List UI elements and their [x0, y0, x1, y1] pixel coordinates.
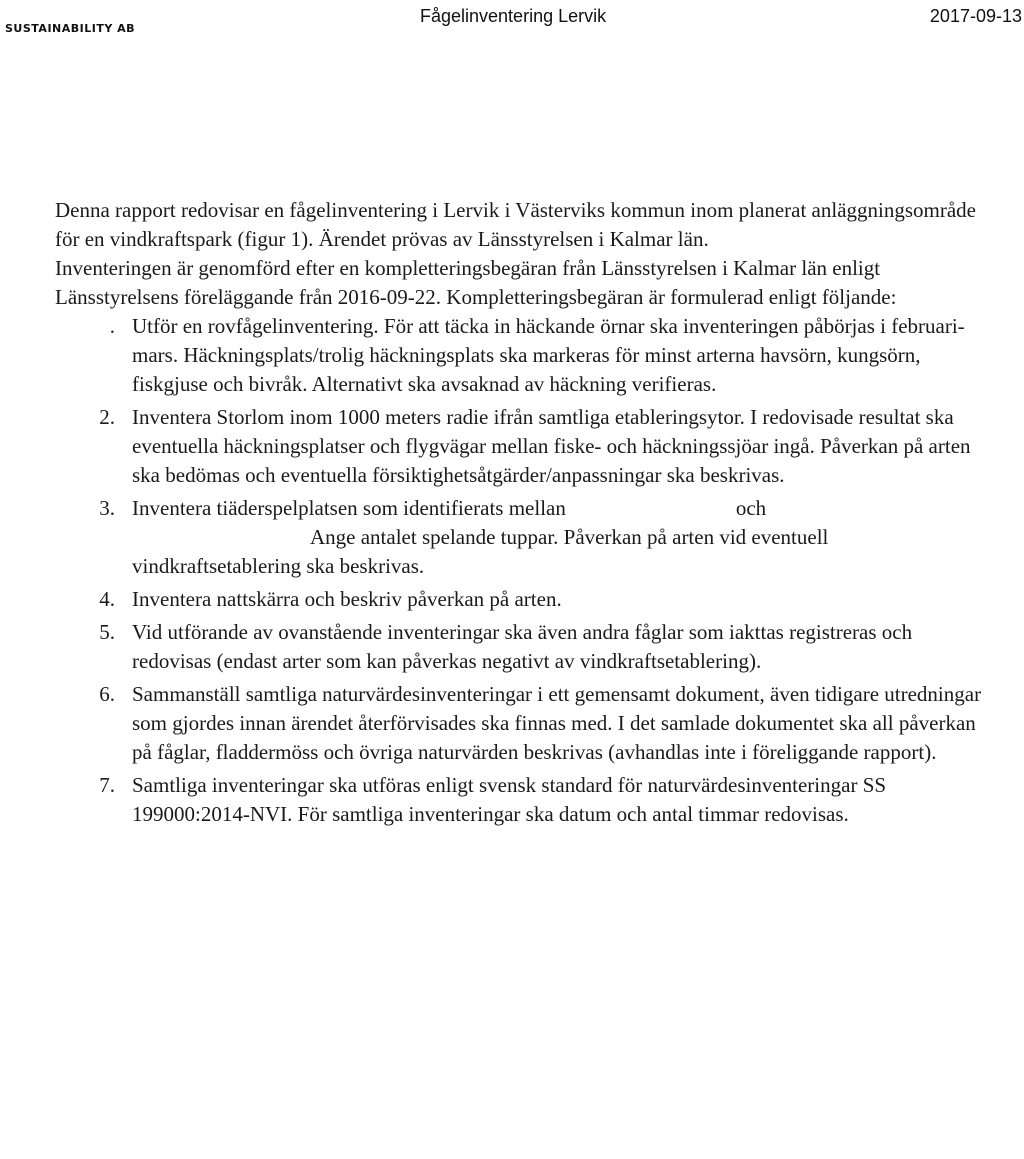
- requirement-text: Samtliga inventeringar ska utföras enligt svensk standard för naturvärdesinventeringar SS 199000:2014-NVI. För samtliga inventeringar ska datum och antal timmar redovisas.: [132, 773, 887, 826]
- requirement-item-1: [55, 312, 995, 399]
- requirement-text: Inventera Storlom inom 1000 meters radie ifrån samtliga etableringsytor. I redovisade resultat ska eventuella häckningsplatser och flygvägar mellan fiske- och häckningssjöar ingå. Påverkan på arten ska bedömas och eventuella försiktighetsåtgärder/anpassningar ska beskrivas.: [132, 405, 971, 487]
- background-paragraph: Inventeringen är genomförd efter en kompletteringsbegäran från Länsstyrelsen i Kalmar län enligt Länsstyrelsens föreläggande från 2016-09-22. Kompletteringsbegäran är formulerad enligt följande:: [55, 256, 897, 309]
- requirement-number: 2.: [99, 405, 115, 429]
- document-title: Fågelinventering Lervik: [420, 6, 607, 26]
- requirements-list: [55, 312, 995, 829]
- requirement-text-part-c: Ange antalet spelande tuppar. Påverkan på arten vid eventuell vindkraftsetablering ska beskrivas.: [132, 525, 829, 578]
- requirement-text-part-a: Inventera tiäderspelplatsen som identifierats mellan: [132, 496, 566, 520]
- requirement-item-3: [55, 494, 995, 581]
- organization-name: SUSTAINABILITY AB: [5, 22, 136, 35]
- requirement-item-4: [55, 585, 995, 614]
- requirement-number: 4.: [99, 587, 115, 611]
- document-date: 2017-09-13: [929, 6, 1022, 26]
- intro-paragraph: Denna rapport redovisar en fågelinventering i Lervik i Västerviks kommun inom planerat anläggningsområde för en vindkraftspark (figur 1). Ärendet prövas av Länsstyrelsen i Kalmar län.: [55, 198, 977, 251]
- requirement-item-7: [55, 771, 995, 829]
- requirement-number: .: [109, 314, 115, 338]
- requirement-text: Utför en rovfågelinventering. För att täcka in häckande örnar ska inventeringen påbörjas i februari-mars. Häckningsplats/trolig häckningsplats ska markeras för minst arterna havsörn, kungsörn, fiskgjuse och bivråk. Alternativt ska avsaknad av häckning verifieras.: [132, 314, 965, 396]
- requirement-text: Vid utförande av ovanstående inventeringar ska även andra fåglar som iakttas registreras och redovisas (endast arter som kan påverkas negativt av vindkraftsetablering).: [132, 620, 913, 673]
- requirement-number: 3.: [99, 496, 115, 520]
- requirement-number: 7.: [99, 773, 115, 797]
- requirement-number: 6.: [99, 682, 115, 706]
- requirement-item-2: [55, 403, 995, 490]
- requirement-item-6: [55, 680, 995, 767]
- requirement-item-5: [55, 618, 995, 676]
- document-body: [55, 196, 995, 833]
- requirement-number: 5.: [99, 620, 115, 644]
- requirement-text: Sammanställ samtliga naturvärdesinventeringar i ett gemensamt dokument, även tidigare utredningar som gjordes innan ärendet återförvisades ska finnas med. I det samlade dokumentet ska all påverkan på fåglar, fladdermöss och övriga naturvärden beskrivas (avhandlas inte i föreliggande rapport).: [132, 682, 982, 764]
- requirement-text-part-b: och: [735, 496, 767, 520]
- requirement-text: Inventera nattskärra och beskriv påverkan på arten.: [132, 587, 562, 611]
